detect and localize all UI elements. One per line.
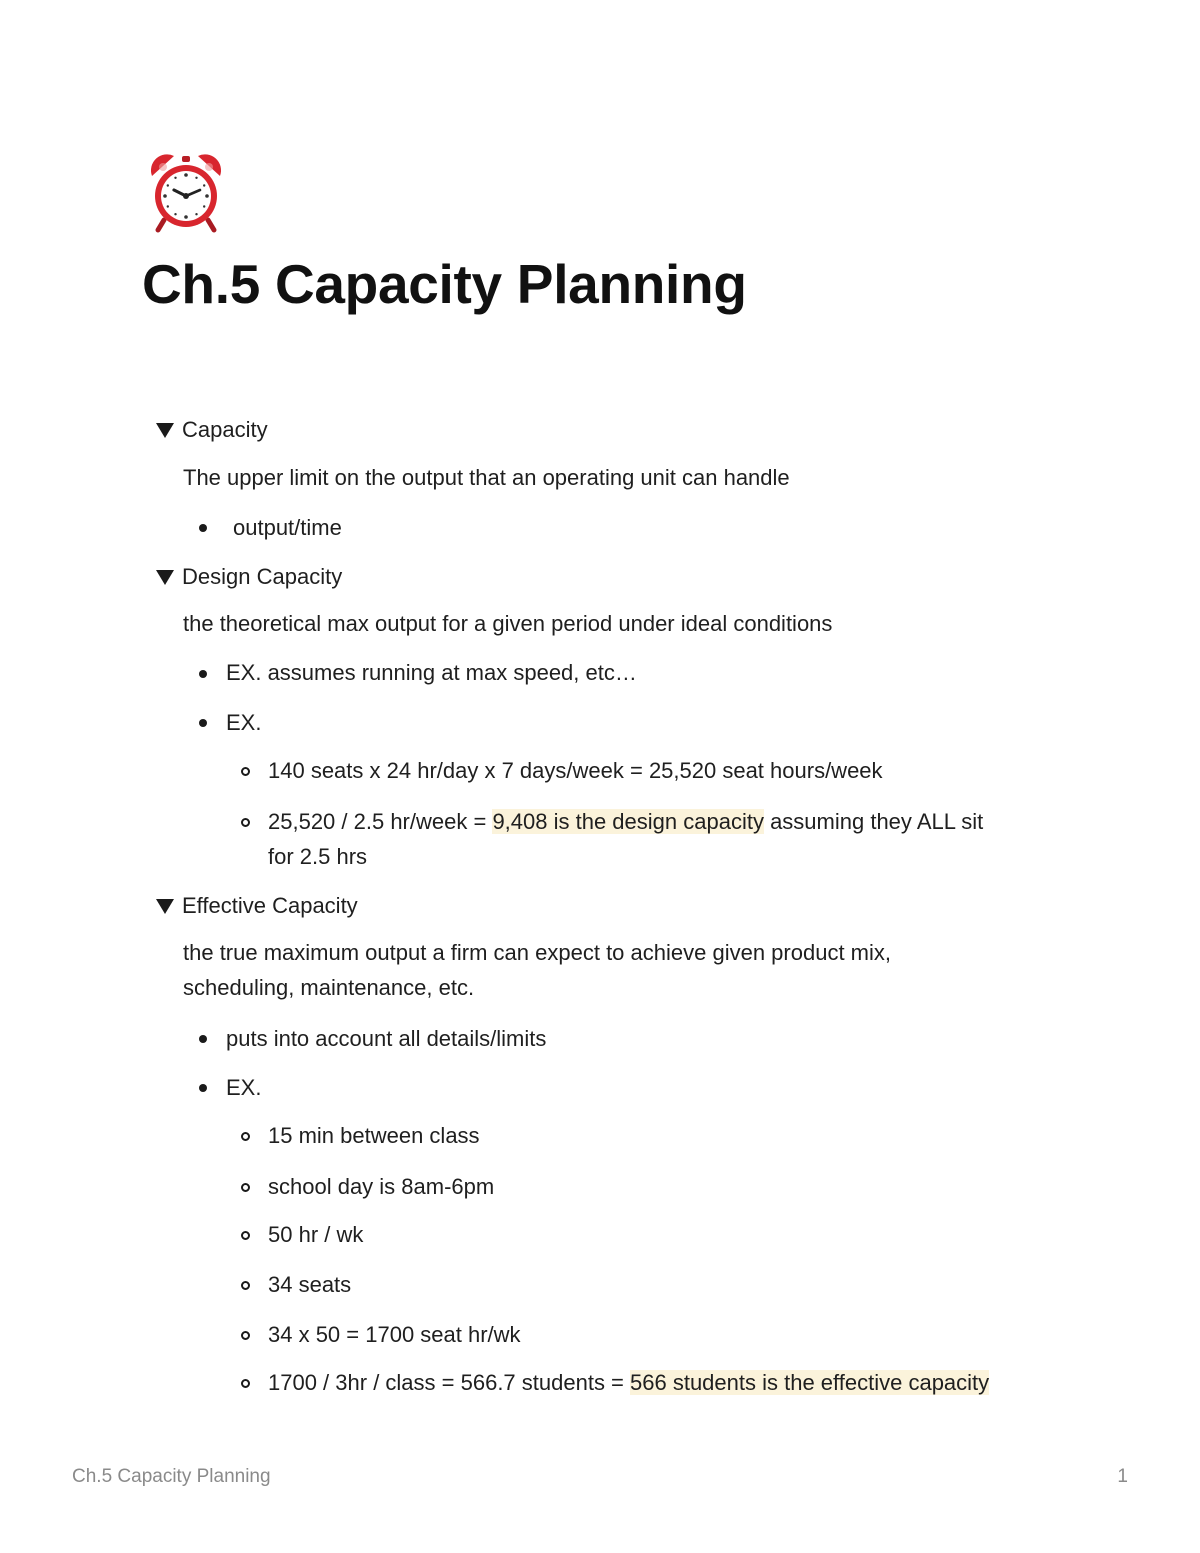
bullet-dot-icon (199, 1084, 207, 1092)
alarm-clock-icon (146, 150, 226, 234)
list-item-continuation: for 2.5 hrs (268, 844, 368, 869)
list-item: 50 hr / wk (268, 1222, 364, 1247)
highlighted-text: 9,408 is the design capacity (492, 809, 764, 834)
list-item: 34 x 50 = 1700 seat hr/wk (268, 1322, 521, 1347)
toggle-label: Capacity (182, 417, 268, 442)
list-item: 140 seats x 24 hr/day x 7 days/week = 25,520 seat hours/week (268, 758, 883, 783)
text-span: 1700 / 3hr / class = 566.7 students = (268, 1370, 631, 1395)
list-item: output/time (233, 515, 342, 540)
toggle-label: Effective Capacity (182, 893, 358, 918)
list-item: 15 min between class (268, 1123, 480, 1148)
list-item: 34 seats (268, 1272, 352, 1297)
list-item: EX. assumes running at max speed, etc… (226, 660, 637, 685)
toggle-label: Design Capacity (182, 564, 343, 589)
list-item: school day is 8am-6pm (268, 1174, 495, 1199)
toggle-arrow-icon[interactable] (156, 570, 174, 585)
bullet-circle-icon (241, 1183, 250, 1192)
text-span: assuming they ALL sit (763, 809, 984, 834)
bullet-circle-icon (241, 818, 250, 827)
bullet-circle-icon (241, 1331, 250, 1340)
list-item: puts into account all details/limits (226, 1026, 547, 1051)
page-title: Ch.5 Capacity Planning (142, 253, 747, 315)
list-item: EX. (226, 1075, 262, 1100)
bullet-circle-icon (241, 767, 250, 776)
list-item (268, 804, 983, 839)
effective-capacity-definition-line2: scheduling, maintenance, etc. (183, 975, 475, 1000)
bullet-circle-icon (241, 1281, 250, 1290)
toggle-design-capacity[interactable] (156, 559, 342, 594)
bullet-circle-icon (241, 1132, 250, 1141)
design-capacity-definition: the theoretical max output for a given period under ideal conditions (183, 611, 833, 636)
text-span: 25,520 / 2.5 hr/week = (268, 809, 493, 834)
capacity-definition: The upper limit on the output that an operating unit can handle (183, 465, 790, 490)
highlighted-text: 566 students is the effective capacity (630, 1370, 990, 1395)
footer-title: Ch.5 Capacity Planning (72, 1466, 271, 1487)
toggle-capacity[interactable] (156, 412, 268, 447)
bullet-dot-icon (199, 670, 207, 678)
bullet-circle-icon (241, 1231, 250, 1240)
bullet-circle-icon (241, 1379, 250, 1388)
toggle-arrow-icon[interactable] (156, 423, 174, 438)
bullet-dot-icon (199, 1035, 207, 1043)
footer-page-number: 1 (1117, 1466, 1128, 1487)
bullet-dot-icon (199, 719, 207, 727)
list-item (268, 1365, 989, 1400)
toggle-arrow-icon[interactable] (156, 899, 174, 914)
effective-capacity-definition: the true maximum output a firm can expect to achieve given product mix, (183, 940, 891, 965)
toggle-effective-capacity[interactable] (156, 888, 358, 923)
bullet-dot-icon (199, 524, 207, 532)
list-item: EX. (226, 710, 262, 735)
